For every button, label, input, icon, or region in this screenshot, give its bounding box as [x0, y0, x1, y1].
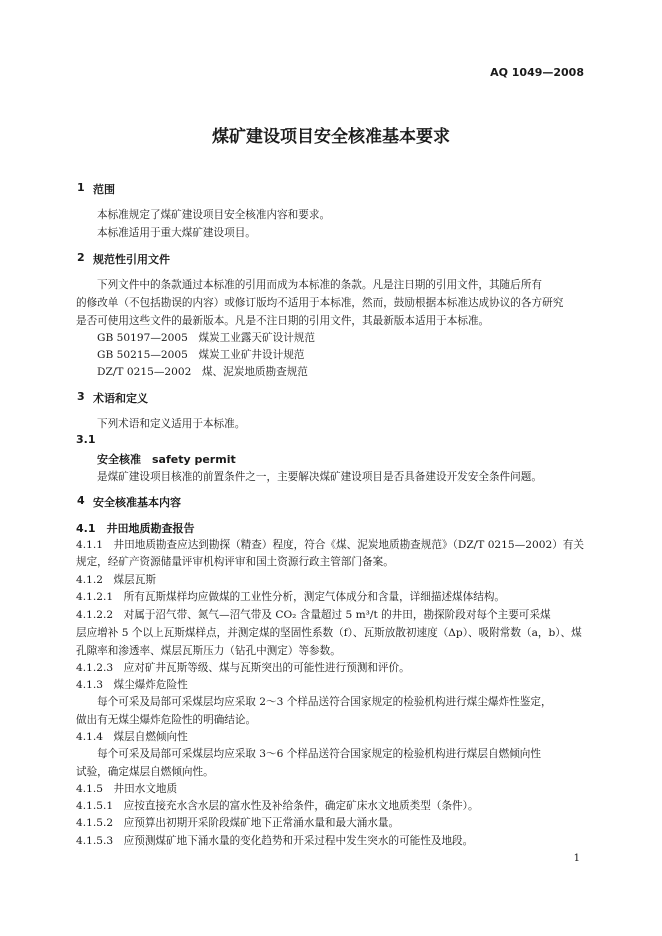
section-4-number: 4 [77, 494, 85, 507]
paragraph: 层应增补 5 个以上瓦斯煤样点，并测定煤的坚固性系数（f）、瓦斯放散初速度（Δp）、吸附常数（a，b）、煤 [76, 627, 582, 639]
paragraph: 4.1.2.2 对属于沼气带、氮气—沼气带及 CO₂ 含量超过 5 m³/t 的井田，勘探阶段对每个主要可采煤 [76, 609, 551, 621]
standard-code: AQ 1049—2008 [490, 66, 584, 79]
paragraph: 本标准适用于重大煤矿建设项目。 [97, 227, 256, 239]
section-1-title: 范围 [93, 183, 115, 196]
paragraph: 4.1.2.3 应对矿井瓦斯等级、煤与瓦斯突出的可能性进行预测和评价。 [76, 662, 410, 674]
paragraph: 试验，确定煤层自燃倾向性。 [76, 766, 214, 778]
paragraph: 做出有无煤尘爆炸危险性的明确结论。 [76, 714, 257, 726]
section-3-number: 3 [77, 390, 85, 403]
paragraph: 本标准规定了煤矿建设项目安全核准内容和要求。 [97, 209, 331, 221]
paragraph: 每个可采及局部可采煤层均应采取 2～3 个样品送符合国家规定的检验机构进行煤尘爆炸性鉴定， [97, 696, 552, 708]
section-2-number: 2 [77, 251, 85, 264]
clause-heading: 4.1.3 煤尘爆炸危险性 [76, 679, 188, 691]
definition: 是煤矿建设项目核准的前置条件之一，主要解决煤矿建设项目是否具备建设开发安全条件问题。 [97, 471, 542, 483]
paragraph: 下列文件中的条款通过本标准的引用而成为本标准的条款。凡是注日期的引用文件，其随后所有 [97, 279, 542, 291]
page-number: 1 [573, 853, 580, 864]
paragraph: 4.1.2.1 所有瓦斯煤样均应做煤的工业性分析，测定气体成分和含量，详细描述煤体结构。 [76, 591, 506, 603]
document-title: 煤矿建设项目安全核准基本要求 [212, 127, 450, 147]
clause-heading: 4.1.5 井田水文地质 [76, 783, 178, 795]
paragraph: 的修改单（不包括勘误的内容）或修订版均不适用于本标准，然而，鼓励根据本标准达成协议的各方研究 [76, 297, 564, 309]
term: 安全核准 safety permit [97, 453, 236, 466]
clause-3-1-number: 3.1 [76, 433, 96, 446]
paragraph: 4.1.5.2 应预算出初期开采阶段煤矿地下正常涌水量和最大涌水量。 [76, 817, 400, 829]
paragraph: 规定，经矿产资源储量评审机构评审和国土资源行政主管部门备案。 [76, 556, 394, 568]
section-4-title: 安全核准基本内容 [93, 496, 181, 509]
section-3-title: 术语和定义 [93, 392, 148, 405]
paragraph: 4.1.1 井田地质勘查应达到勘探（精查）程度，符合《煤、泥炭地质勘查规范》（DZ/T 0215—2002）有关 [76, 539, 584, 551]
paragraph: 每个可采及局部可采煤层均应采取 3～6 个样品送符合国家规定的检验机构进行煤层自燃倾向性 [97, 748, 541, 760]
clause-heading: 4.1.2 煤层瓦斯 [76, 574, 156, 586]
paragraph: 下列术语和定义适用于本标准。 [97, 418, 246, 430]
reference-item: GB 50215—2005 煤炭工业矿井设计规范 [97, 349, 305, 361]
clause-heading: 4.1 井田地质勘查报告 [76, 522, 195, 535]
reference-item: DZ/T 0215—2002 煤、泥炭地质勘查规范 [97, 366, 308, 378]
paragraph: 是否可使用这些文件的最新版本。凡是不注日期的引用文件，其最新版本适用于本标准。 [76, 315, 490, 327]
reference-item: GB 50197—2005 煤炭工业露天矿设计规范 [97, 332, 315, 344]
paragraph: 孔隙率和渗透率、煤层瓦斯压力（钻孔中测定）等参数。 [76, 645, 341, 657]
paragraph: 4.1.5.1 应按直接充水含水层的富水性及补给条件，确定矿床水文地质类型（条件）。 [76, 800, 479, 812]
section-2-title: 规范性引用文件 [93, 253, 170, 266]
clause-heading: 4.1.4 煤层自燃倾向性 [76, 731, 188, 743]
section-1-number: 1 [77, 181, 85, 194]
paragraph: 4.1.5.3 应预测煤矿地下涌水量的变化趋势和开采过程中发生突水的可能性及地段。 [76, 835, 474, 847]
